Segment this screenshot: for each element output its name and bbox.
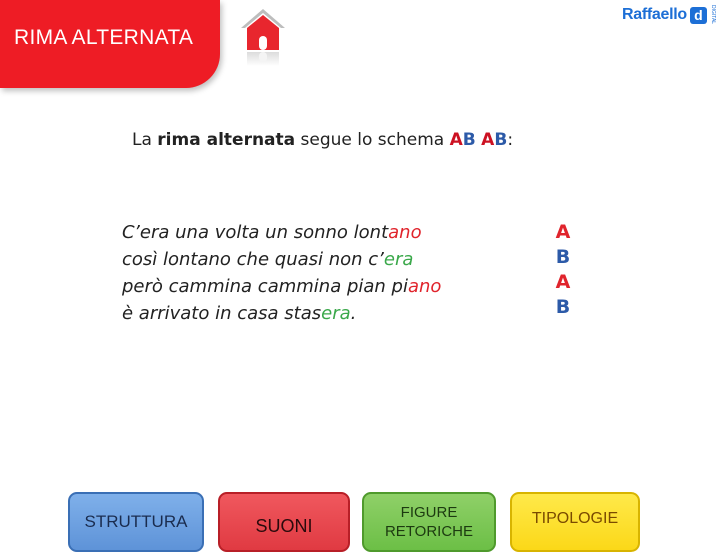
tipologie-button[interactable]: [510, 492, 640, 552]
struttura-button[interactable]: [68, 492, 204, 552]
figure-retoriche-label: [385, 503, 473, 541]
suoni-button[interactable]: [218, 492, 350, 552]
intro-suffix: :: [507, 130, 514, 150]
poem-line-end: .: [350, 303, 357, 324]
poem-line-text: C’era una volta un sonno lont: [122, 222, 389, 243]
figure-label-line1: FIGURE: [400, 504, 458, 521]
rhyme-scheme: [553, 220, 573, 320]
scheme-letter: A: [555, 221, 571, 243]
rhyme-ending: era: [383, 249, 414, 270]
figure-label-line2: RETORICHE: [384, 523, 474, 540]
scheme-letter: B: [555, 296, 571, 318]
brand-badge: d: [690, 7, 707, 24]
rhyme-ending: era: [321, 303, 351, 324]
figure-retoriche-button[interactable]: [362, 492, 496, 552]
title-banner: [0, 0, 220, 88]
rhyme-ending: ano: [388, 222, 422, 243]
intro-middle: segue lo schema: [295, 130, 450, 150]
poem-stanza: [122, 219, 441, 327]
poem-line: [122, 246, 441, 273]
scheme-letter: A: [555, 271, 571, 293]
poem-line: [122, 219, 441, 246]
tipologie-label: TIPOLOGIE: [531, 510, 619, 527]
suoni-label: SUONI: [255, 516, 313, 536]
struttura-label: STRUTTURA: [84, 512, 188, 531]
poem-line-text: è arrivato in casa stas: [122, 303, 322, 324]
brand-name: Raffaello: [622, 6, 687, 23]
poem-line-text: però cammina cammina pian pi: [122, 276, 408, 297]
intro-sentence: [132, 130, 513, 150]
intro-scheme-b2: B: [494, 130, 508, 150]
intro-term: rima alternata: [157, 130, 296, 150]
poem-line: [122, 300, 441, 327]
brand-logo: [622, 4, 716, 26]
rhyme-ending: ano: [407, 276, 442, 297]
home-button[interactable]: [238, 4, 288, 74]
intro-scheme-a2: A: [481, 130, 495, 150]
scheme-letter: B: [555, 246, 571, 268]
poem-line-text: così lontano che quasi non c’: [122, 249, 384, 270]
brand-tiny: DIGITAL: [709, 5, 716, 25]
intro-scheme-b1: B: [462, 130, 476, 150]
intro-prefix: La: [132, 130, 158, 150]
poem-line: [122, 273, 441, 300]
page-title: RIMA ALTERNATA: [14, 26, 194, 49]
home-icon: [238, 4, 288, 74]
intro-scheme-a1: A: [449, 130, 463, 150]
